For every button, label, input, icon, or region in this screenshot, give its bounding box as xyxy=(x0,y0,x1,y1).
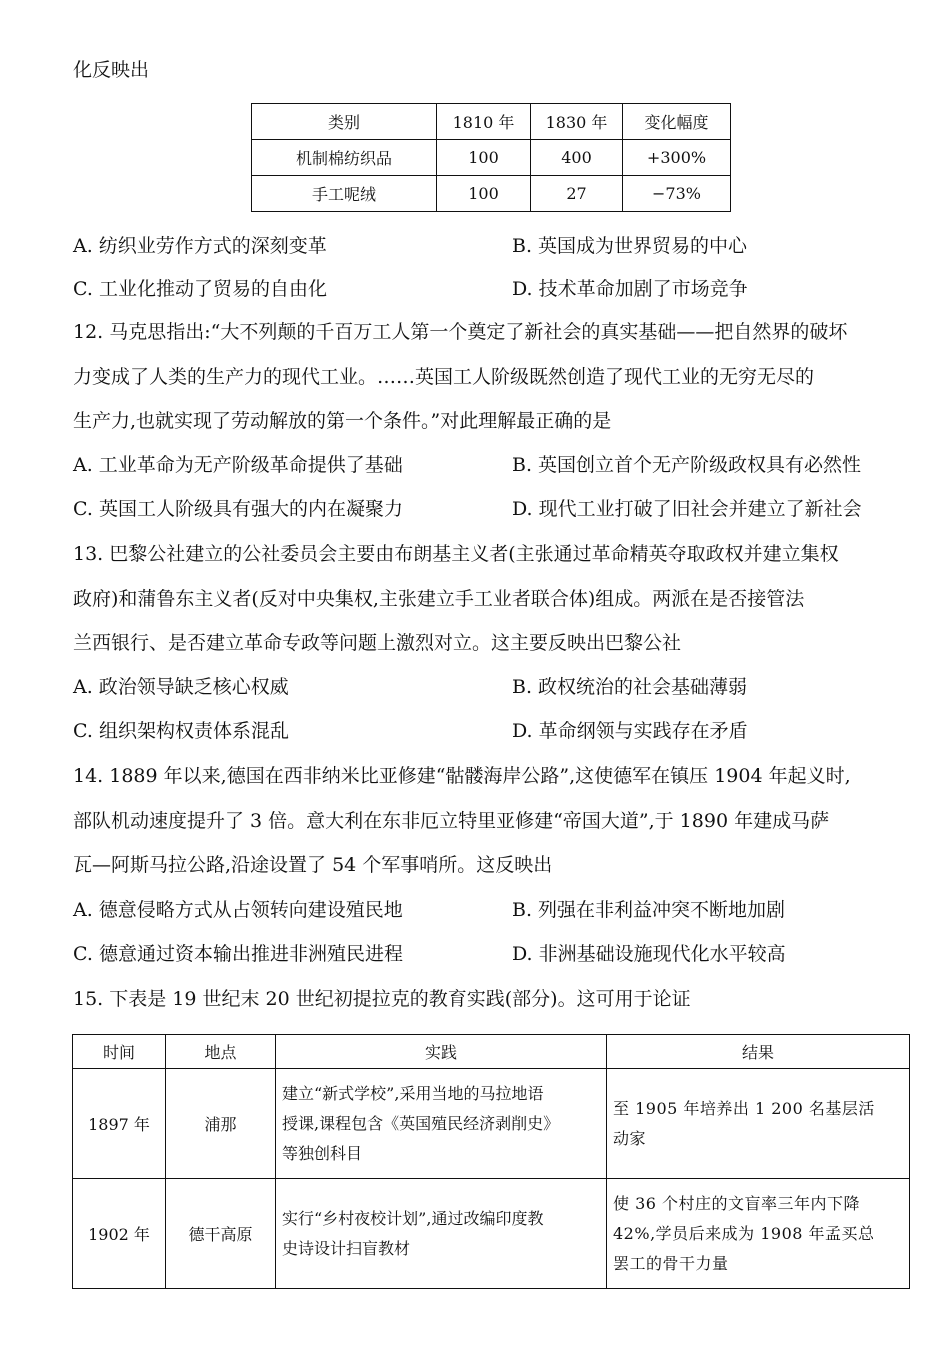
table-header-row xyxy=(73,1035,910,1069)
table-cell-result xyxy=(607,1179,910,1289)
table-cell: 400 xyxy=(531,140,623,176)
table-cell-place: 浦那 xyxy=(166,1069,276,1179)
option-c: C. 德意通过资本输出推进非洲殖民进程 xyxy=(73,943,403,965)
option-a: A. 德意侵略方式从占领转向建设殖民地 xyxy=(73,899,403,921)
option-b: B. 列强在非利益冲突不断地加剧 xyxy=(512,899,786,921)
table-header-row xyxy=(252,104,731,140)
table-header-cell: 变化幅度 xyxy=(623,104,731,140)
table-header-cell: 1810 年 xyxy=(437,104,531,140)
question-14-line: 瓦—阿斯马拉公路,沿途设置了 54 个军事哨所。这反映出 xyxy=(73,854,553,876)
table-header-cell: 地点 xyxy=(166,1035,276,1069)
option-a: A. 纺织业劳作方式的深刻变革 xyxy=(73,235,327,257)
cell-line: 实行“乡村夜校计划”,通过改编印度教 xyxy=(282,1208,544,1228)
question-14-line: 14. 1889 年以来,德国在西非纳米比亚修建“骷髅海岸公路”,这使德军在镇压 1904 年起义时, xyxy=(73,765,851,787)
cell-line: 等独创科目 xyxy=(282,1143,363,1163)
cell-line: 至 1905 年培养出 1 200 名基层活 xyxy=(613,1098,875,1118)
table-cell-practice xyxy=(276,1069,607,1179)
question-12-line: 12. 马克思指出:“大不列颠的千百万工人第一个奠定了新社会的真实基础——把自然界的破坏 xyxy=(73,321,848,343)
option-d: D. 革命纲领与实践存在矛盾 xyxy=(512,720,748,742)
question-14-line: 部队机动速度提升了 3 倍。意大利在东非厄立特里亚修建“帝国大道”,于 1890 年建成马萨 xyxy=(73,810,830,832)
option-d: D. 非洲基础设施现代化水平较高 xyxy=(512,943,786,965)
table-cell-time: 1902 年 xyxy=(73,1179,166,1289)
table-header-cell: 实践 xyxy=(276,1035,607,1069)
table-cell: 100 xyxy=(437,176,531,212)
table-header-cell: 时间 xyxy=(73,1035,166,1069)
option-c: C. 工业化推动了贸易的自由化 xyxy=(73,278,327,300)
table-cell-result xyxy=(607,1069,910,1179)
cell-line: 建立“新式学校”,采用当地的马拉地语 xyxy=(282,1083,544,1103)
table-cell: −73% xyxy=(623,176,731,212)
table-header-cell: 1830 年 xyxy=(531,104,623,140)
education-table xyxy=(72,1034,910,1289)
table-cell: 100 xyxy=(437,140,531,176)
question-12-line: 生产力,也就实现了劳动解放的第一个条件。”对此理解最正确的是 xyxy=(73,410,612,432)
option-b: B. 英国创立首个无产阶级政权具有必然性 xyxy=(512,454,862,476)
cell-line: 史诗设计扫盲教材 xyxy=(282,1238,411,1258)
cell-line: 罢工的骨干力量 xyxy=(613,1253,729,1273)
table-row xyxy=(73,1069,910,1179)
cell-line: 授课,课程包含《英国殖民经济剥削史》 xyxy=(282,1113,560,1133)
option-a: A. 政治领导缺乏核心权威 xyxy=(73,676,289,698)
question-13-line: 兰西银行、是否建立革命专政等问题上激烈对立。这主要反映出巴黎公社 xyxy=(73,632,682,654)
table-row xyxy=(252,176,731,212)
table-cell: 机制棉纺织品 xyxy=(252,140,437,176)
table-row xyxy=(73,1179,910,1289)
intro-text: 化反映出 xyxy=(73,59,150,81)
option-d: D. 技术革命加剧了市场竞争 xyxy=(512,278,748,300)
option-c: C. 英国工人阶级具有强大的内在凝聚力 xyxy=(73,498,403,520)
cell-line: 动家 xyxy=(613,1128,647,1148)
option-c: C. 组织架构权责体系混乱 xyxy=(73,720,289,742)
trade-table xyxy=(251,103,731,212)
question-13-line: 政府)和蒲鲁东主义者(反对中央集权,主张建立手工业者联合体)组成。两派在是否接管法 xyxy=(73,588,805,610)
option-b: B. 英国成为世界贸易的中心 xyxy=(512,235,748,257)
table-cell-place: 德干高原 xyxy=(166,1179,276,1289)
question-13-line: 13. 巴黎公社建立的公社委员会主要由布朗基主义者(主张通过革命精英夺取政权并建立集权 xyxy=(73,543,839,565)
option-a: A. 工业革命为无产阶级革命提供了基础 xyxy=(73,454,403,476)
option-b: B. 政权统治的社会基础薄弱 xyxy=(512,676,748,698)
table-cell: +300% xyxy=(623,140,731,176)
table-cell: 27 xyxy=(531,176,623,212)
table-header-cell: 类别 xyxy=(252,104,437,140)
cell-line: 42%,学员后来成为 1908 年孟买总 xyxy=(613,1223,875,1243)
question-15-line: 15. 下表是 19 世纪末 20 世纪初提拉克的教育实践(部分)。这可用于论证 xyxy=(73,988,691,1010)
table-cell-time: 1897 年 xyxy=(73,1069,166,1179)
table-cell: 手工呢绒 xyxy=(252,176,437,212)
table-row xyxy=(252,140,731,176)
question-12-line: 力变成了人类的生产力的现代工业。……英国工人阶级既然创造了现代工业的无穷无尽的 xyxy=(73,366,815,388)
cell-line: 使 36 个村庄的文盲率三年内下降 xyxy=(613,1193,861,1213)
table-cell-practice xyxy=(276,1179,607,1289)
option-d: D. 现代工业打破了旧社会并建立了新社会 xyxy=(512,498,862,520)
table-header-cell: 结果 xyxy=(607,1035,910,1069)
